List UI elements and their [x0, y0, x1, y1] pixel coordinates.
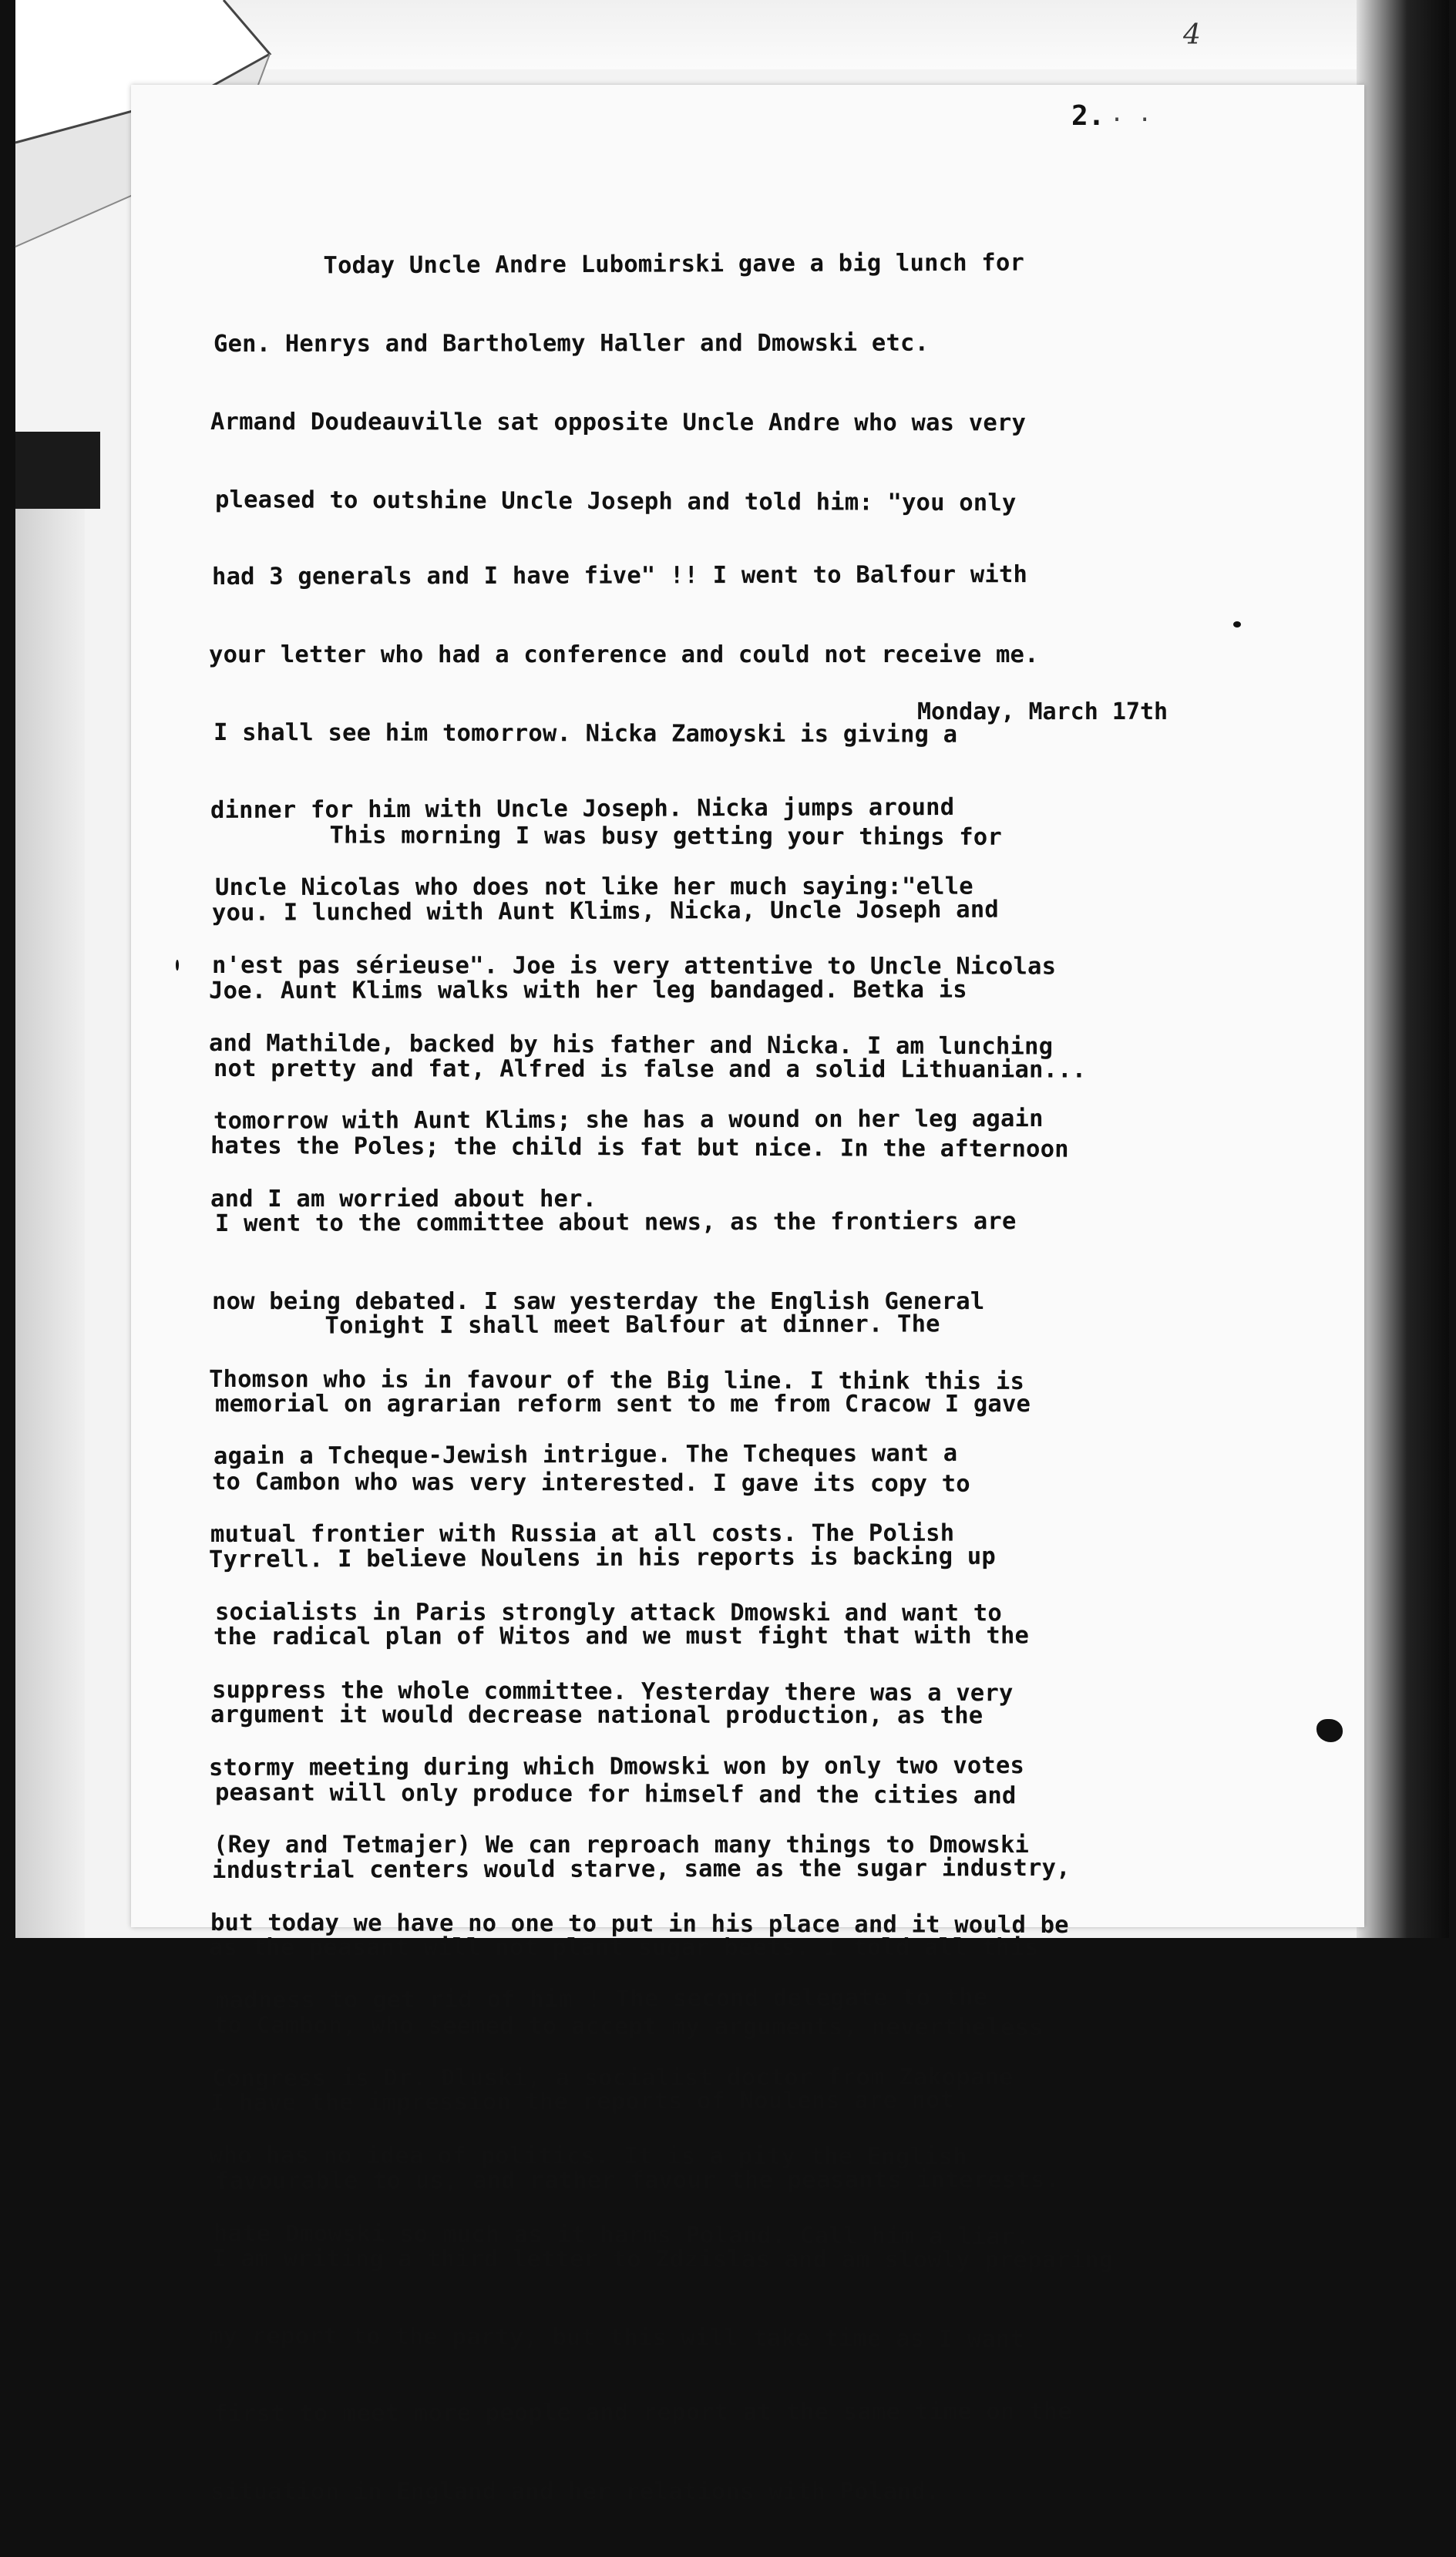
text-line: and Mathilde, backed by his father and Nicka. I am lunching: [208, 1030, 1054, 1061]
text-line: the radical plan of Witos and we must fight that with the: [213, 1622, 1030, 1651]
text-line: now being debated. I saw yesterday the English General: [212, 1287, 985, 1315]
text-line: who has no idea of politics. It is a pity the English: [208, 2142, 967, 2171]
text-line: hates the Poles; the child is fat but nice. In the afternoon: [210, 1132, 1069, 1163]
scanned-page: [15, 0, 1449, 2505]
text-line: to Cambon, who seemed to accept my arguments, nevertheless: [213, 2012, 1044, 2042]
text-line: I went to the committee about news, as the frontiers are: [214, 1208, 1017, 1238]
text-line: Tyrrell. I believe Noulens in his reports is backing up: [208, 1543, 997, 1573]
text-line: Congress is Dr. Dluski, a socialist doctor from Zakopane: [211, 2064, 1014, 2092]
text-line: Gen. Henrys and Bartholemy Haller and Dmowski etc.: [213, 329, 930, 358]
text-line: as the peasant will not plant sugar beets. I told all this: [209, 1934, 1039, 1962]
text-line: mutual frontier with Russia at all costs. The Polish: [210, 1519, 955, 1549]
text-line: favourable to us, and rather favour the peasants interests.: [214, 2166, 1060, 2195]
text-line: peasant will only produce for himself and the cities and: [214, 1778, 1017, 1810]
archive-page-mark: 4: [1183, 19, 1201, 51]
page-number: 2.: [1071, 100, 1105, 132]
text-line: Thomson who is in favour of the Big line. I think this is: [208, 1365, 1025, 1395]
text-line: but today we have no one to put in his place and it would be: [210, 1909, 1069, 1940]
page-number-dots: . .: [1110, 100, 1152, 127]
text-line: and I am worried about her.: [210, 1185, 597, 1213]
text-line: you. I lunched with Aunt Klims, Nicka, Uncle Joseph and: [211, 896, 1000, 927]
text-line: memorial on agrarian reform sent to me from Cracow I gave: [215, 1390, 1031, 1418]
text-line: had 3 generals and I have five" !! I went to Balfour with: [211, 561, 1028, 591]
text-line: socialists in Paris strongly attack Dmowski and want to: [214, 1599, 1002, 1627]
text-line: not pretty and fat, Alfred is false and a solid Lithuanian...: [213, 1055, 1087, 1084]
text-line: tomorrow with Aunt Klims; she has a wound on her leg again: [213, 1105, 1044, 1135]
text-line: suppress the whole committee. Yesterday there was a very: [211, 1676, 1014, 1707]
text-line: I have the impression the reports of Noulens are not: [210, 2086, 955, 2117]
text-line: situation in England and her relations with Poland.: [210, 2478, 940, 2505]
text-line: pleased to outshine Uncle Joseph and told him: "you only: [214, 486, 1017, 516]
text-line: n'est pas sérieuse". Joe is very attentive to Uncle Nicolas: [211, 952, 1057, 981]
text-line: I am writing a third letter to Zdzislas and am slowly preparing: [211, 2245, 1114, 2274]
text-line: madness to get rid of him ! The second delegate to the: [214, 1983, 988, 2014]
text-line: Joe. Aunt Klims walks with her leg bandaged. Betka is: [208, 976, 967, 1004]
text-line: Today Uncle Andre Lubomirski gave a big lunch for: [208, 249, 1025, 281]
text-line: (Rey and Tetmajer) We can reproach many things to Dmowski: [214, 1832, 1030, 1859]
scan-right-border: [1357, 0, 1449, 1938]
text-line: argument it would decrease national production, as the: [210, 1701, 984, 1730]
text-line: Uncle Nicolas who does not like her much saying:"elle: [214, 873, 973, 902]
text-line: first to meet more people and report at the same time on the: [213, 2398, 1072, 2428]
paragraph-balfour-dinner: [208, 1262, 1260, 2557]
text-line: Armand Doudeauville sat opposite Uncle Andre who was very: [210, 408, 1027, 437]
text-line: my report to the party, but this will take time as I want: [208, 2323, 1025, 2353]
text-line: your letter who had a conference and could not receive me.: [209, 641, 1039, 669]
text-line: hate Dmowski so much as it harms Poland. Call him a liar.: [213, 2220, 1030, 2251]
text-line: again a Tcheque-Jewish intrigue. The Tcheques want a: [213, 1440, 958, 1471]
ink-dot: [1233, 621, 1241, 627]
text-line: I shall see him tomorrow. Nicka Zamoyski is giving a: [213, 718, 958, 749]
ink-dot: [176, 960, 179, 971]
text-line: to Cambon who was very interested. I gave its copy to: [211, 1468, 970, 1498]
date-heading: Monday, March 17th: [917, 698, 1168, 725]
scan-left-edge: [15, 432, 85, 1938]
ink-smudge: [1316, 1719, 1343, 1742]
text-line: stormy meeting during which Dmowski won by only two votes: [208, 1751, 1025, 1781]
text-line: dinner for him with Uncle Joseph. Nicka jumps around: [210, 793, 955, 824]
text-line: This morning I was busy getting your things for: [214, 822, 1002, 852]
text-line: Tonight I shall meet Balfour at dinner. The: [210, 1310, 940, 1341]
text-line: industrial centers would starve, same as the sugar industry,: [211, 1854, 1071, 1884]
